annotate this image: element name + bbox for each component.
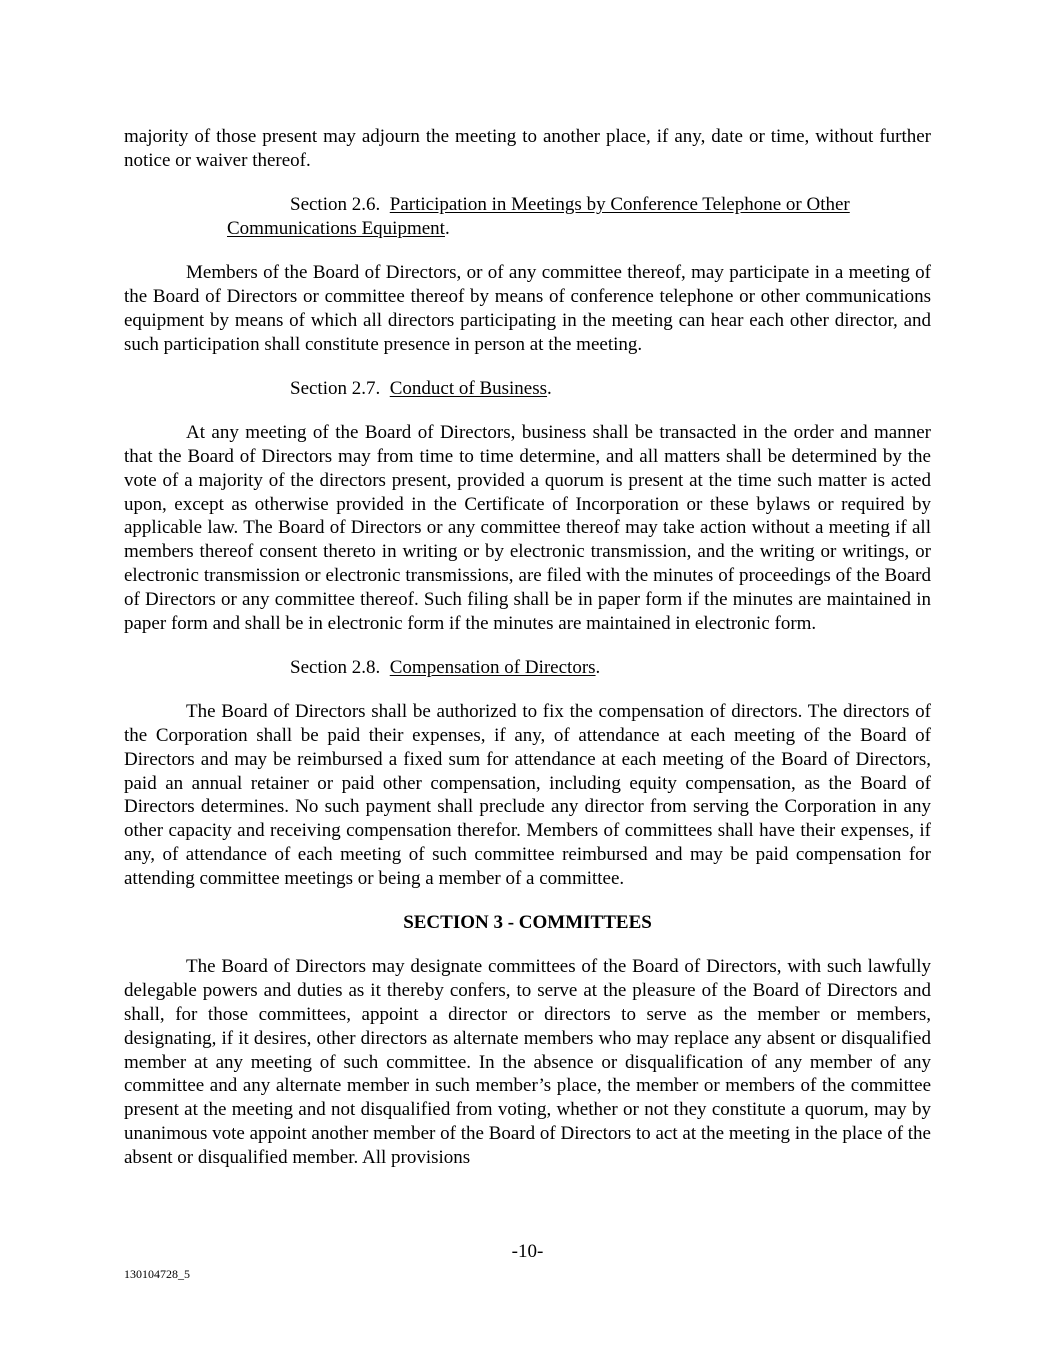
- section-2-8-body: The Board of Directors shall be authorized to fix the compensation of directors. The directors of the Corporation shall be paid their expenses, if any, of attendance at each meeting of the Board of Directors and may be reimbursed a fixed sum for attendance at each meeting of the Board of Directors, paid an annual retainer or paid other compensation, including equity compensation, as the Board of Directors determines. No such payment shall preclude any director from serving the Corporation in any other capacity and receiving compensation therefor. Members of committees shall have their expenses, if any, of attendance of each meeting of such committee reimbursed and may be paid compensation for attending committee meetings or being a member of a committee.: [124, 701, 931, 889]
- section-2-7-number: Section 2.7.: [290, 377, 381, 399]
- section-3-body: The Board of Directors may designate committees of the Board of Directors, with such lawfully delegable powers and duties as it thereby confers, to serve at the pleasure of the Board of Directors and shall, for those committees, appoint a director or directors to serve as the member or members, designating, if it desires, other directors as alternate members who may replace any absent or disqualified member at any meeting of such committee. In the absence or disqualification of any member of any committee and any alternate member in such member’s place, the member or members of the committee present at the meeting and not disqualified from voting, whether or not they constitute a quorum, may by unanimous vote appoint another member of the Board of Directors to act at the meeting in the place of the absent or disqualified member. All provisions: [124, 956, 931, 1168]
- section-2-6-body: Members of the Board of Directors, or of any committee thereof, may participate in a meeting of the Board of Directors or committee thereof by means of conference telephone or other communications equipment by means of which all directors participating in the meeting can hear each other director, and such participation shall constitute presence in person at the meeting.: [124, 262, 931, 355]
- section-2-6-title: Participation in Meetings by Conference Telephone or Other Communications Equipment: [227, 194, 850, 239]
- section-2-7-body: At any meeting of the Board of Directors, business shall be transacted in the order and manner that the Board of Directors may from time to time determine, and all matters shall be determined by the vote of a majority of the directors present, provided a quorum is present at the time such matter is acted upon, except as otherwise provided in the Certificate of Incorporation or these bylaws or required by applicable law. The Board of Directors or any committee thereof may take action without a meeting if all members thereof consent thereto in writing or by electronic transmission, and the writing or writings, or electronic transmission or electronic transmissions, are filed with the minutes of proceedings of the Board of Directors or any committee thereof. Such filing shall be in paper form if the minutes are maintained in paper form and shall be in electronic form if the minutes are maintained in electronic form.: [124, 422, 931, 634]
- page-number: -10-: [511, 1241, 544, 1262]
- opening-paragraph: majority of those present may adjourn the meeting to another place, if any, date or time, without further notice or waiver thereof.: [124, 126, 931, 171]
- page-body: [124, 125, 931, 1190]
- section-2-8-title: Compensation of Directors: [389, 656, 596, 678]
- section-3-heading: SECTION 3 - COMMITTEES: [403, 912, 652, 934]
- section-2-6-heading: Section 2.6. Participation in Meetings by Conference Telephone or Other Communications Equipment.: [227, 194, 850, 239]
- section-2-6-number: Section 2.6.: [290, 194, 381, 216]
- section-2-8-number: Section 2.8.: [290, 656, 381, 678]
- document-id: 130104728_5: [124, 1267, 190, 1281]
- section-2-7-title: Conduct of Business: [389, 377, 548, 399]
- section-2-8-heading: Section 2.8. Compensation of Directors.: [290, 656, 601, 678]
- section-2-7-heading: Section 2.7. Conduct of Business.: [290, 377, 552, 399]
